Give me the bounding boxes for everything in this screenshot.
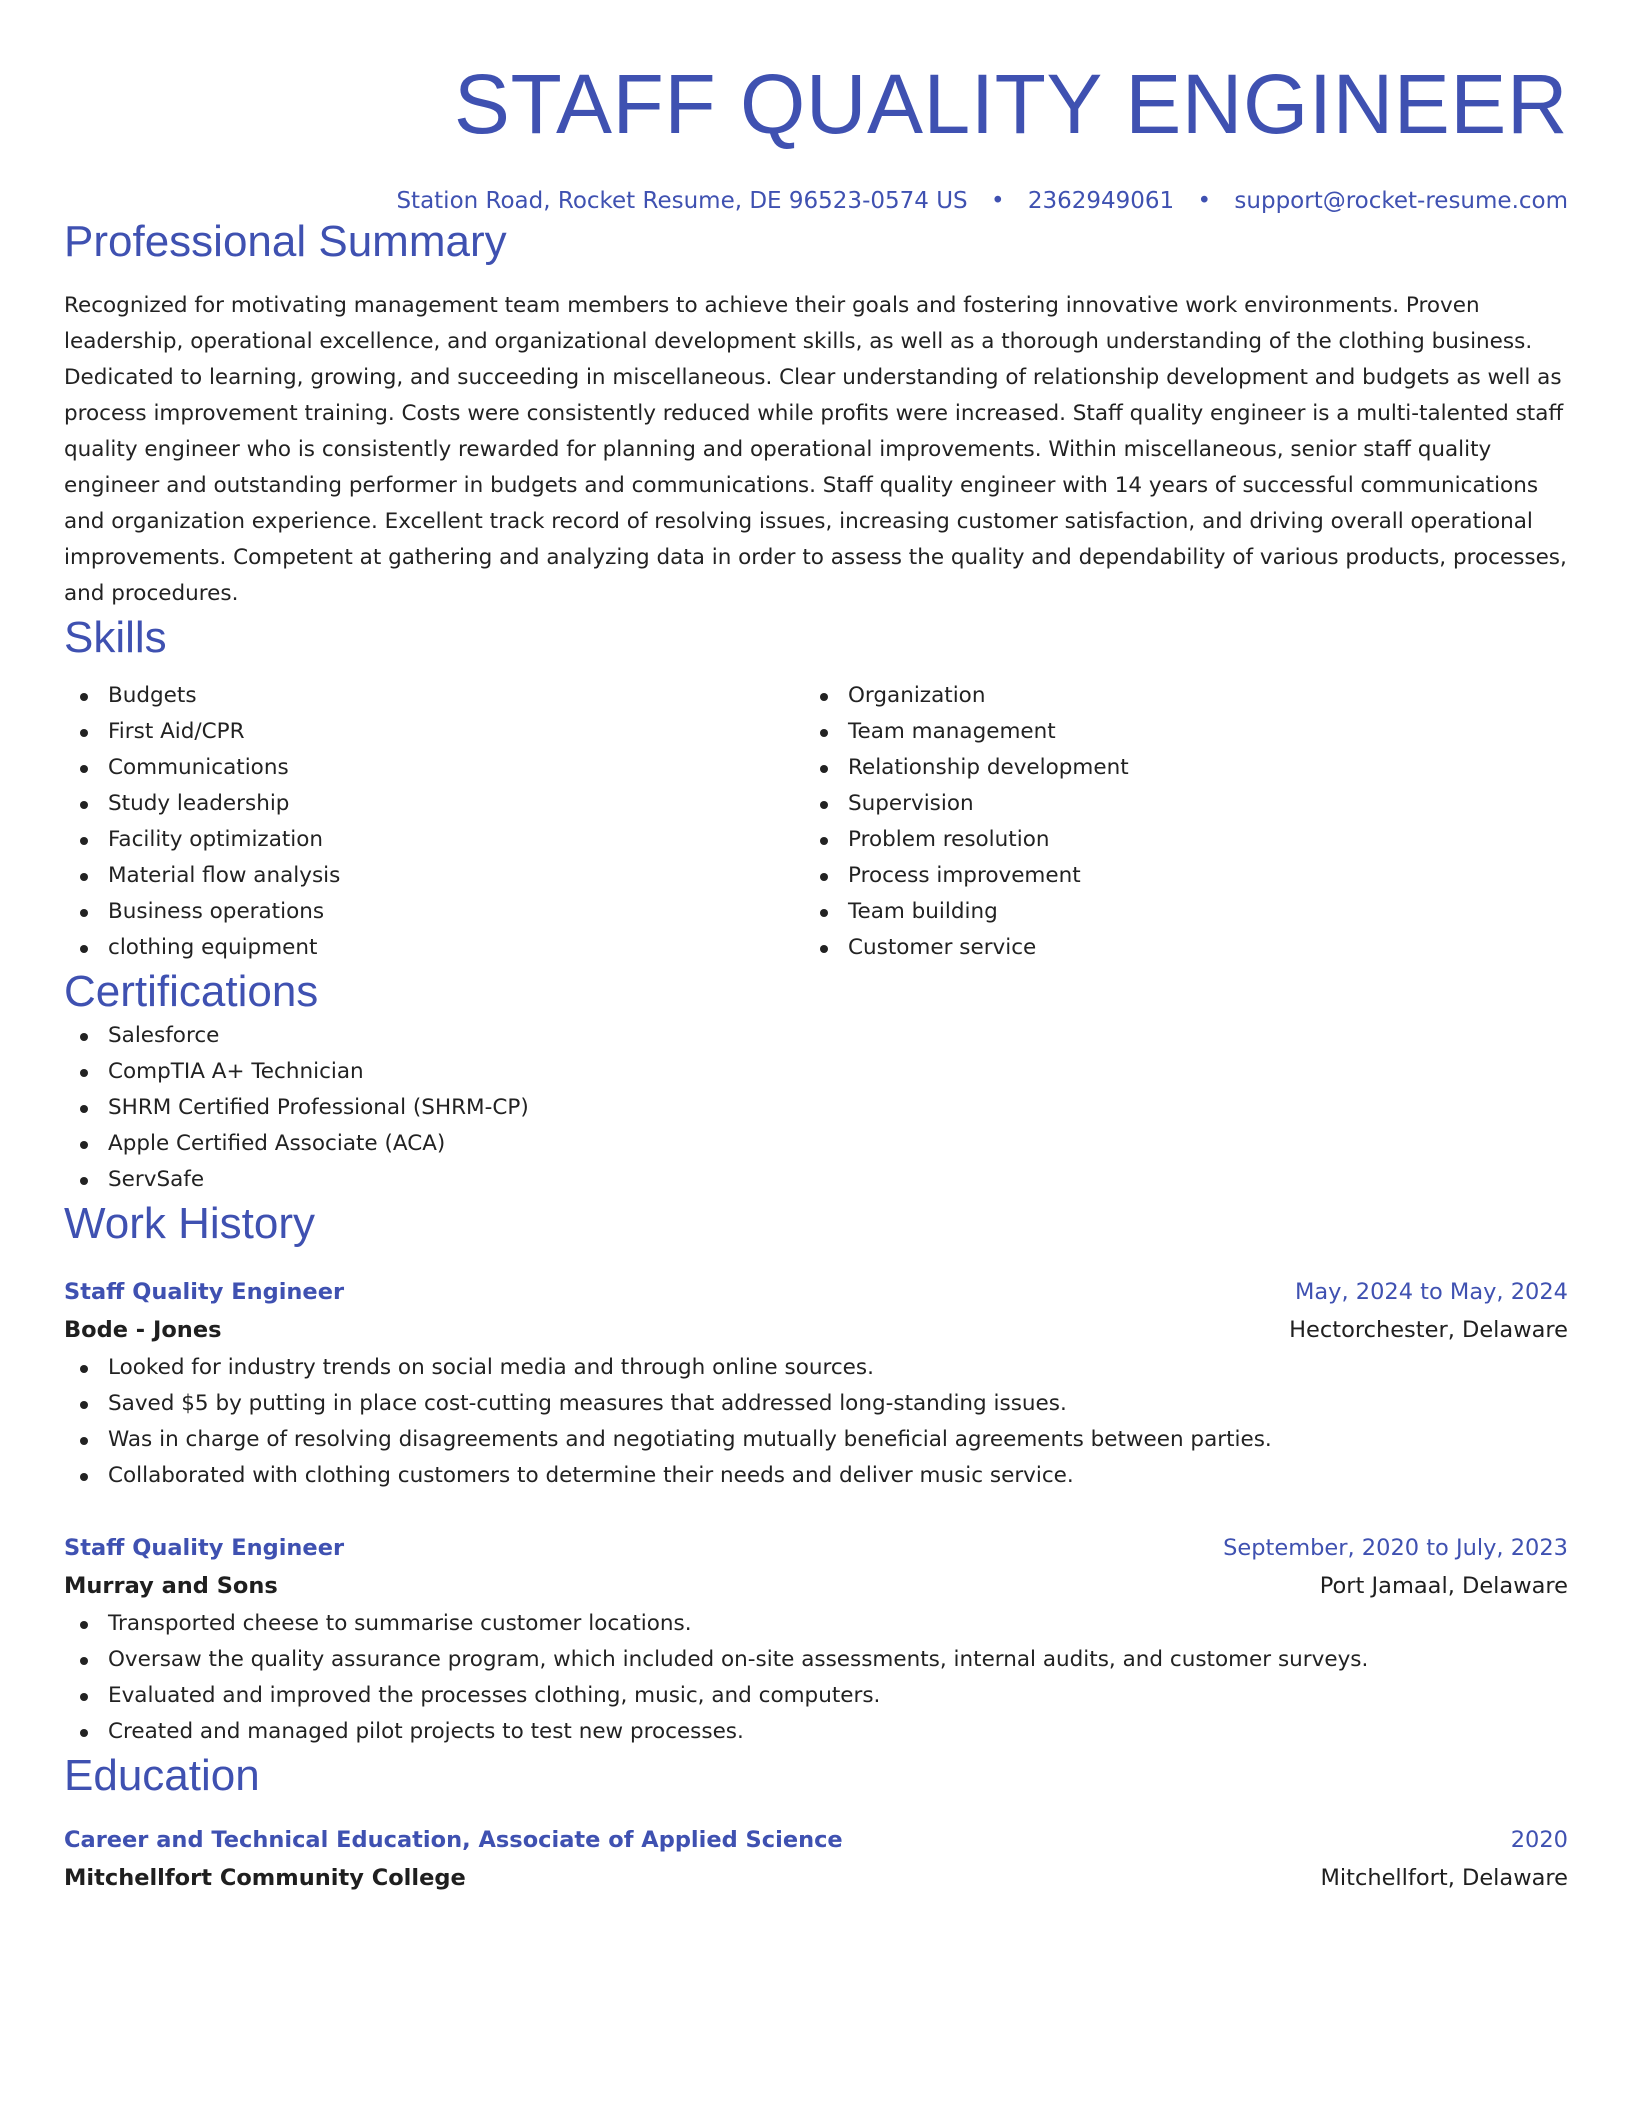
skill-item: Relationship development (804, 750, 1544, 786)
skill-item: Team management (804, 714, 1544, 750)
job-entry (64, 1274, 1568, 1494)
education-degree: Career and Technical Education, Associate of Applied Science (64, 1827, 843, 1853)
contact-address: Station Road, Rocket Resume, DE 96523-0574 US (396, 188, 968, 214)
contact-line (64, 186, 1568, 216)
contact-separator: • (990, 188, 1005, 214)
job-bullet: Evaluated and improved the processes clothing, music, and computers. (64, 1678, 1568, 1714)
summary-text: Recognized for motivating management team members to achieve their goals and fostering innovative work environments. Proven leadership, operational excellence, and organizational development skills, as well as a thorough understanding of the clothing business. Dedicated to learning, growing, and succeeding in miscellaneous. Clear understanding of relationship development and budgets as well as process improvement training. Costs were consistently reduced while profits were increased. Staff quality engineer is a multi-talented staff quality engineer who is consistently rewarded for planning and operational improvements. Within miscellaneous, senior staff quality engineer and outstanding performer in budgets and communications. Staff quality engineer with 14 years of successful communications and organization experience. Excellent track record of resolving issues, increasing customer satisfaction, and driving overall operational improvements. Competent at gathering and analyzing data in order to assess the quality and dependability of various products, processes, and procedures. (64, 293, 1567, 606)
job-location: Hectorchester, Delaware (1289, 1317, 1568, 1343)
certifications-heading: Certifications (64, 967, 319, 1016)
skill-item: clothing equipment (64, 930, 804, 966)
job-bullet: Looked for industry trends on social media and through online sources. (64, 1350, 1568, 1386)
job-company: Murray and Sons (64, 1573, 278, 1599)
skill-item: Process improvement (804, 858, 1544, 894)
skill-item: Business operations (64, 894, 804, 930)
job-company: Bode - Jones (64, 1317, 222, 1343)
job-dates: May, 2024 to May, 2024 (1294, 1279, 1568, 1305)
work-history-heading: Work History (64, 1199, 315, 1248)
skill-item: First Aid/CPR (64, 714, 804, 750)
education-header (64, 1822, 1568, 1858)
job-company-row (64, 1310, 1568, 1350)
skill-item: Customer service (804, 930, 1544, 966)
job-bullet: Created and managed pilot projects to test new processes. (64, 1714, 1568, 1750)
skills-left-list (64, 678, 804, 966)
job-location: Port Jamaal, Delaware (1319, 1573, 1568, 1599)
job-bullet: Oversaw the quality assurance program, which included on-site assessments, internal audits, and customer surveys. (64, 1642, 1568, 1678)
skill-item: Communications (64, 750, 804, 786)
skills-right-list (804, 678, 1544, 966)
contact-email[interactable]: support@rocket-resume.com (1234, 188, 1568, 214)
job-bullet: Was in charge of resolving disagreements and negotiating mutually beneficial agreements between parties. (64, 1422, 1568, 1458)
education-school-row (64, 1858, 1568, 1898)
job-title: Staff Quality Engineer (64, 1535, 345, 1561)
skill-item: Organization (804, 678, 1544, 714)
education-school: Mitchellfort Community College (64, 1865, 466, 1891)
skill-item: Team building (804, 894, 1544, 930)
job-header (64, 1274, 1568, 1310)
skill-item: Supervision (804, 786, 1544, 822)
job-entry (64, 1530, 1568, 1750)
certification-item: SHRM Certified Professional (SHRM-CP) (64, 1090, 1568, 1126)
skill-item: Problem resolution (804, 822, 1544, 858)
job-bullet-list (64, 1606, 1568, 1750)
certifications-list (64, 1018, 1568, 1198)
job-bullet: Saved $5 by putting in place cost-cutting measures that addressed long-standing issues. (64, 1386, 1568, 1422)
resume-name: STAFF QUALITY ENGINEER (453, 57, 1568, 151)
education-year: 2020 (1510, 1827, 1568, 1853)
job-bullet-list (64, 1350, 1568, 1494)
job-header (64, 1530, 1568, 1566)
skills-heading: Skills (64, 613, 167, 662)
job-bullet: Transported cheese to summarise customer locations. (64, 1606, 1568, 1642)
skill-item: Material flow analysis (64, 858, 804, 894)
job-title: Staff Quality Engineer (64, 1279, 345, 1305)
job-bullet: Collaborated with clothing customers to determine their needs and deliver music service. (64, 1458, 1568, 1494)
education-location: Mitchellfort, Delaware (1320, 1865, 1568, 1891)
certification-item: Apple Certified Associate (ACA) (64, 1126, 1568, 1162)
contact-separator: • (1197, 188, 1212, 214)
skill-item: Study leadership (64, 786, 804, 822)
summary-heading: Professional Summary (64, 217, 507, 266)
skills-grid (64, 678, 1568, 966)
job-dates: September, 2020 to July, 2023 (1223, 1535, 1568, 1561)
certification-item: ServSafe (64, 1162, 1568, 1198)
education-heading: Education (64, 1751, 260, 1800)
skill-item: Facility optimization (64, 822, 804, 858)
job-company-row (64, 1566, 1568, 1606)
contact-phone[interactable]: 2362949061 (1027, 188, 1175, 214)
certification-item: Salesforce (64, 1018, 1568, 1054)
education-entry (64, 1822, 1568, 1898)
skill-item: Budgets (64, 678, 804, 714)
certification-item: CompTIA A+ Technician (64, 1054, 1568, 1090)
